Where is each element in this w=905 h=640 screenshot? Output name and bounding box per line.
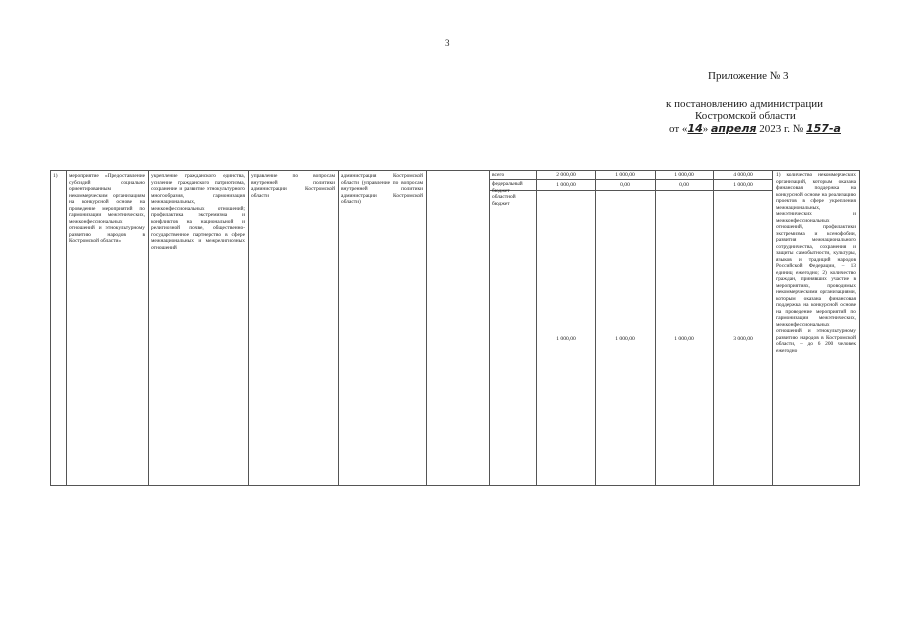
- budget-value: 2 000,00: [556, 172, 576, 178]
- date-number: 157-а: [806, 122, 841, 135]
- budget-value: 1 000,00: [615, 172, 635, 178]
- table-bottom-border: [50, 485, 860, 486]
- date-month: апреля: [710, 122, 757, 135]
- row-index: 1): [53, 173, 58, 179]
- col-divider: [248, 170, 249, 486]
- budget-value: 1 000,00: [674, 172, 694, 178]
- budget-source: всего: [492, 172, 505, 178]
- date-mid: »: [702, 123, 711, 135]
- responsible-cell: управление по вопросам внутренней политики администрации Костромской области: [251, 173, 335, 199]
- budget-value: 0,00: [679, 182, 689, 188]
- col-divider: [489, 170, 490, 486]
- program-table: [50, 170, 860, 486]
- budget-value: 4 000,00: [733, 172, 753, 178]
- budget-source: областной бюджет: [492, 194, 516, 207]
- table-top-border: [50, 170, 860, 171]
- appendix-line-2: Костромской области: [695, 110, 796, 122]
- budget-value: 1 000,00: [556, 182, 576, 188]
- appendix-line-1: к постановлению администрации: [666, 98, 823, 110]
- date-year: 2023 г. №: [756, 123, 806, 135]
- appendix-date-line: [669, 122, 841, 135]
- col-divider: [50, 170, 51, 486]
- col-divider: [536, 170, 537, 486]
- col-divider: [772, 170, 773, 486]
- col-divider: [148, 170, 149, 486]
- budget-row-divider: [489, 179, 773, 180]
- col-divider: [713, 170, 714, 486]
- appendix-title: Приложение № 3: [708, 70, 789, 82]
- col-divider: [595, 170, 596, 486]
- budget-value: 1 000,00: [556, 336, 576, 342]
- col-divider: [655, 170, 656, 486]
- budget-value: 0,00: [620, 182, 630, 188]
- date-prefix: от «: [669, 123, 688, 135]
- budget-value: 3 000,00: [733, 336, 753, 342]
- results-cell: 1) количество некоммерческих организаций, которым оказана финансовая поддержка на конкурсной основе на реализацию проектов в сфере укрепления межнациональных, межэтнических и межконфессиональных отношений, профилактики экстремизма и ксенофобии, развития межнационального сотрудничества, сохранения и защиты самобытности, культуры, языков и традиций народов Российской Федерации, – 13 единиц ежегодно; 2) количество граждан, принявших участие в мероприятиях, проводимых некоммерческими организациями, которым оказана финансовая поддержка на конкурсной основе на проведение мероприятий по гармонизации межэтнических, межконфессиональных отношений и этнокультурному развитию народов в Костромской области, – до 6 200 человек ежегодно: [776, 172, 856, 354]
- budget-value: 1 000,00: [615, 336, 635, 342]
- date-day: 14: [687, 122, 703, 135]
- col-divider: [859, 170, 860, 486]
- page-number: 3: [445, 38, 450, 48]
- budget-value: 1 000,00: [733, 182, 753, 188]
- goal-cell: укрепление гражданского единства, усиление гражданского патриотизма, сохранение и развитие этнокультурного многообразия, гармонизация межнациональных, межконфессиональных отношений; профилактика экстремизма и конфликтов на национальной и религиозной почве, общественно-государственное партнерство в сфере межнациональных и межрелигиозных отношений: [151, 173, 245, 252]
- col-divider: [426, 170, 427, 486]
- budget-source: федеральный бюджет: [492, 181, 523, 194]
- col-divider: [338, 170, 339, 486]
- event-cell: мероприятие «Предоставление субсидий социально ориентированным некоммерческим организациям на конкурсной основе на проведение мероприятий по гармонизации межэтнических, межконфессиональных отношений и этнокультурному развитию народов в Костромской области»: [69, 173, 145, 245]
- col-divider: [66, 170, 67, 486]
- budget-value: 1 000,00: [674, 336, 694, 342]
- executor-cell: администрация Костромской области (управление по вопросам внутренней политики администрации Костромской области): [341, 173, 423, 206]
